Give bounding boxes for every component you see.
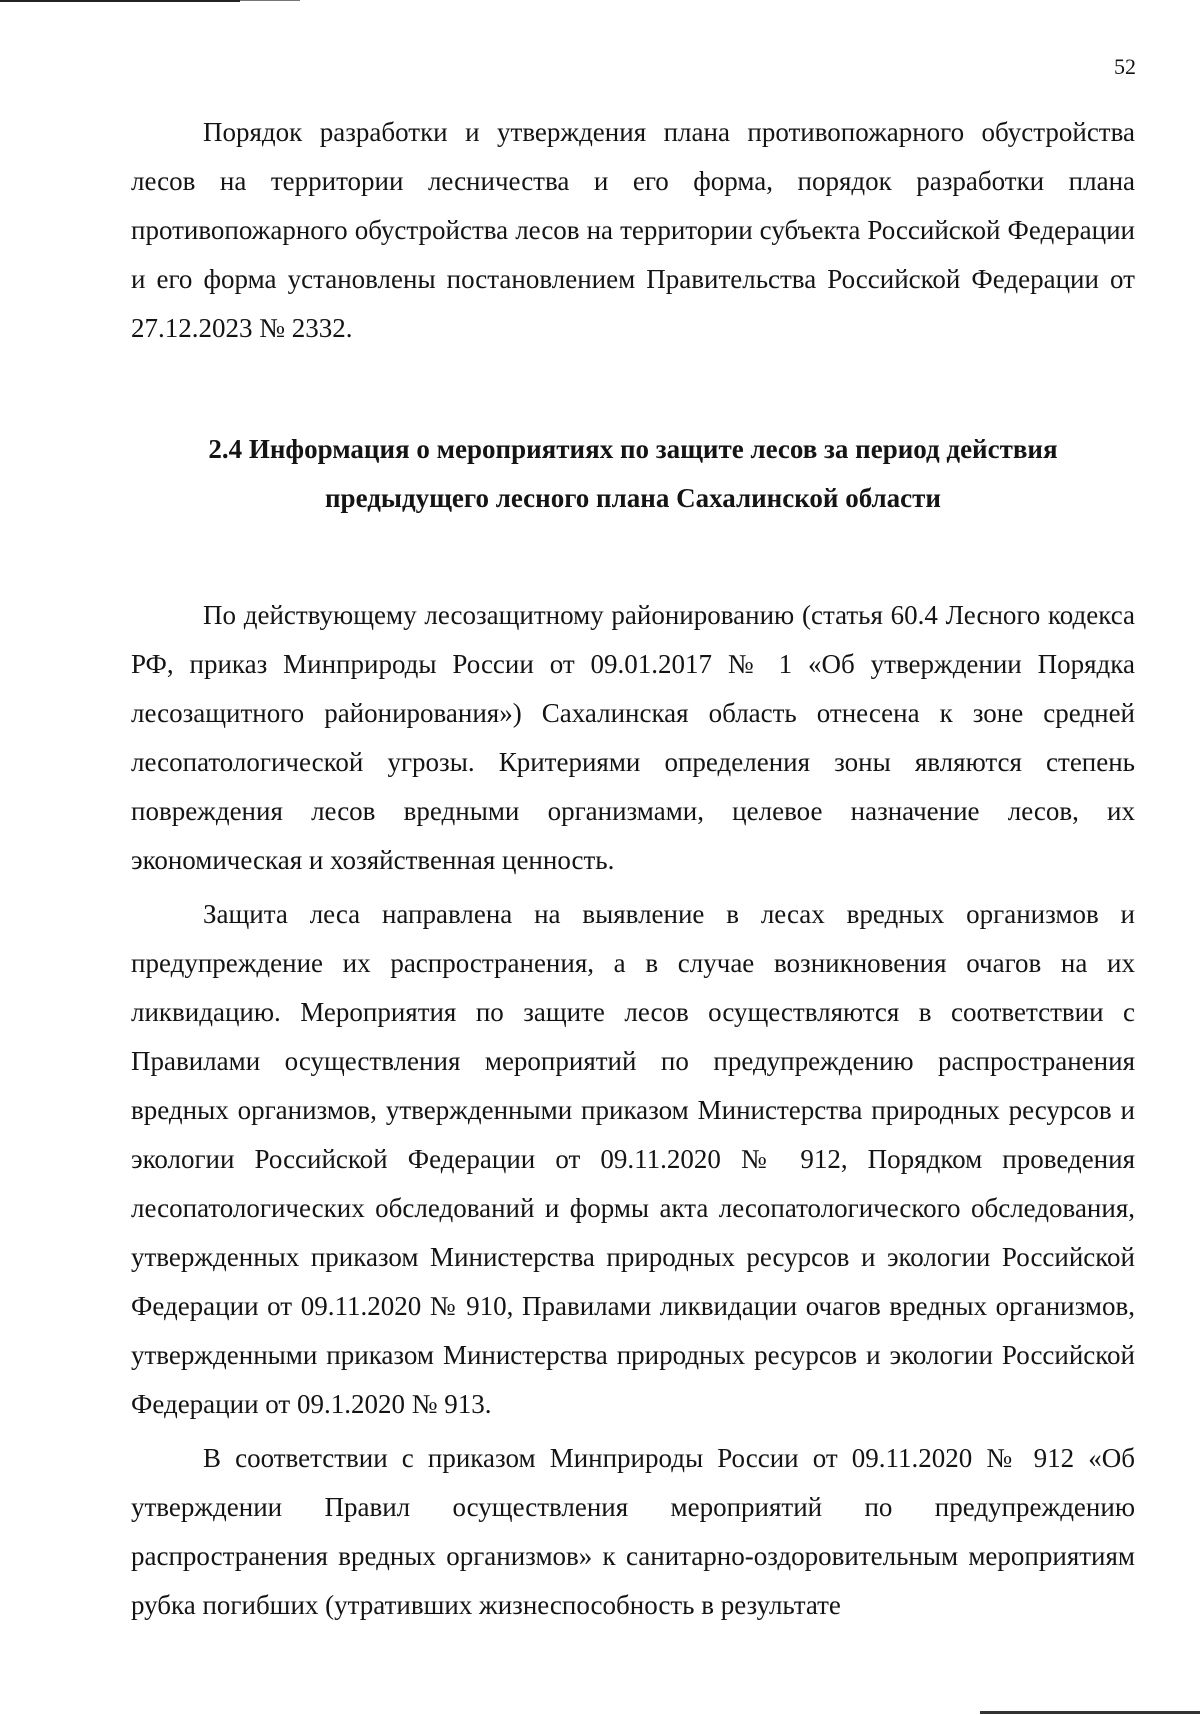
body-paragraph: Защита леса направлена на выявление в лесах вредных организмов и предупреждение их распространения, а в случае возникновения очагов на их ликвидацию. Мероприятия по защите лесов осуществляются в соответствии с Правилами осуществления мероприятий по предупреждению распространения вредных организмов, утвержденными приказом Министерства природных ресурсов и экологии Российской Федерации от 09.11.2020 № 912, Порядком проведения лесопатологических обследований и формы акта лесопатологического обследования, утвержденных приказом Министерства природных ресурсов и экологии Российской Федерации от 09.11.2020 № 910, Правилами ликвидации очагов вредных организмов, утвержденными приказом Министерства природных ресурсов и экологии Российской Федерации от 09.1.2020 № 913. bbox=[131, 899, 1135, 1419]
intro-paragraph: Порядок разработки и утверждения плана противопожарного обустройства лесов на территории лесничества и его форма, порядок разработки плана противопожарного обустройства лесов на территории субъекта Российской Федерации и его форма установлены постановлением Правительства Российской Федерации от 27.12.2023 № 2332. bbox=[131, 117, 1135, 343]
body-paragraph: По действующему лесозащитному районированию (статья 60.4 Лесного кодекса РФ, приказ Минприроды России от 09.01.2017 № 1 «Об утверждении Порядка лесозащитного районирования») Сахалинская область отнесена к зоне средней лесопатологической угрозы. Критериями определения зоны являются степень повреждения лесов вредными организмами, целевое назначение лесов, их экономическая и хозяйственная ценность. bbox=[131, 600, 1135, 875]
body-paragraph: В соответствии с приказом Минприроды России от 09.11.2020 № 912 «Об утверждении Правил осуществления мероприятий по предупреждению распространения вредных организмов» к санитарно-оздоровительным мероприятиям рубка погибших (утративших жизнеспособность в результате bbox=[131, 1443, 1135, 1620]
section-heading: 2.4 Информация о мероприятиях по защите лесов за период действия предыдущего лесного плана Сахалинской области bbox=[208, 434, 1058, 513]
page-number: 52 bbox=[1114, 54, 1136, 79]
document-body bbox=[131, 108, 1135, 1630]
scan-edge-mark bbox=[0, 0, 240, 2]
scan-edge-mark bbox=[980, 1711, 1200, 1714]
scan-edge-mark bbox=[240, 0, 300, 1]
